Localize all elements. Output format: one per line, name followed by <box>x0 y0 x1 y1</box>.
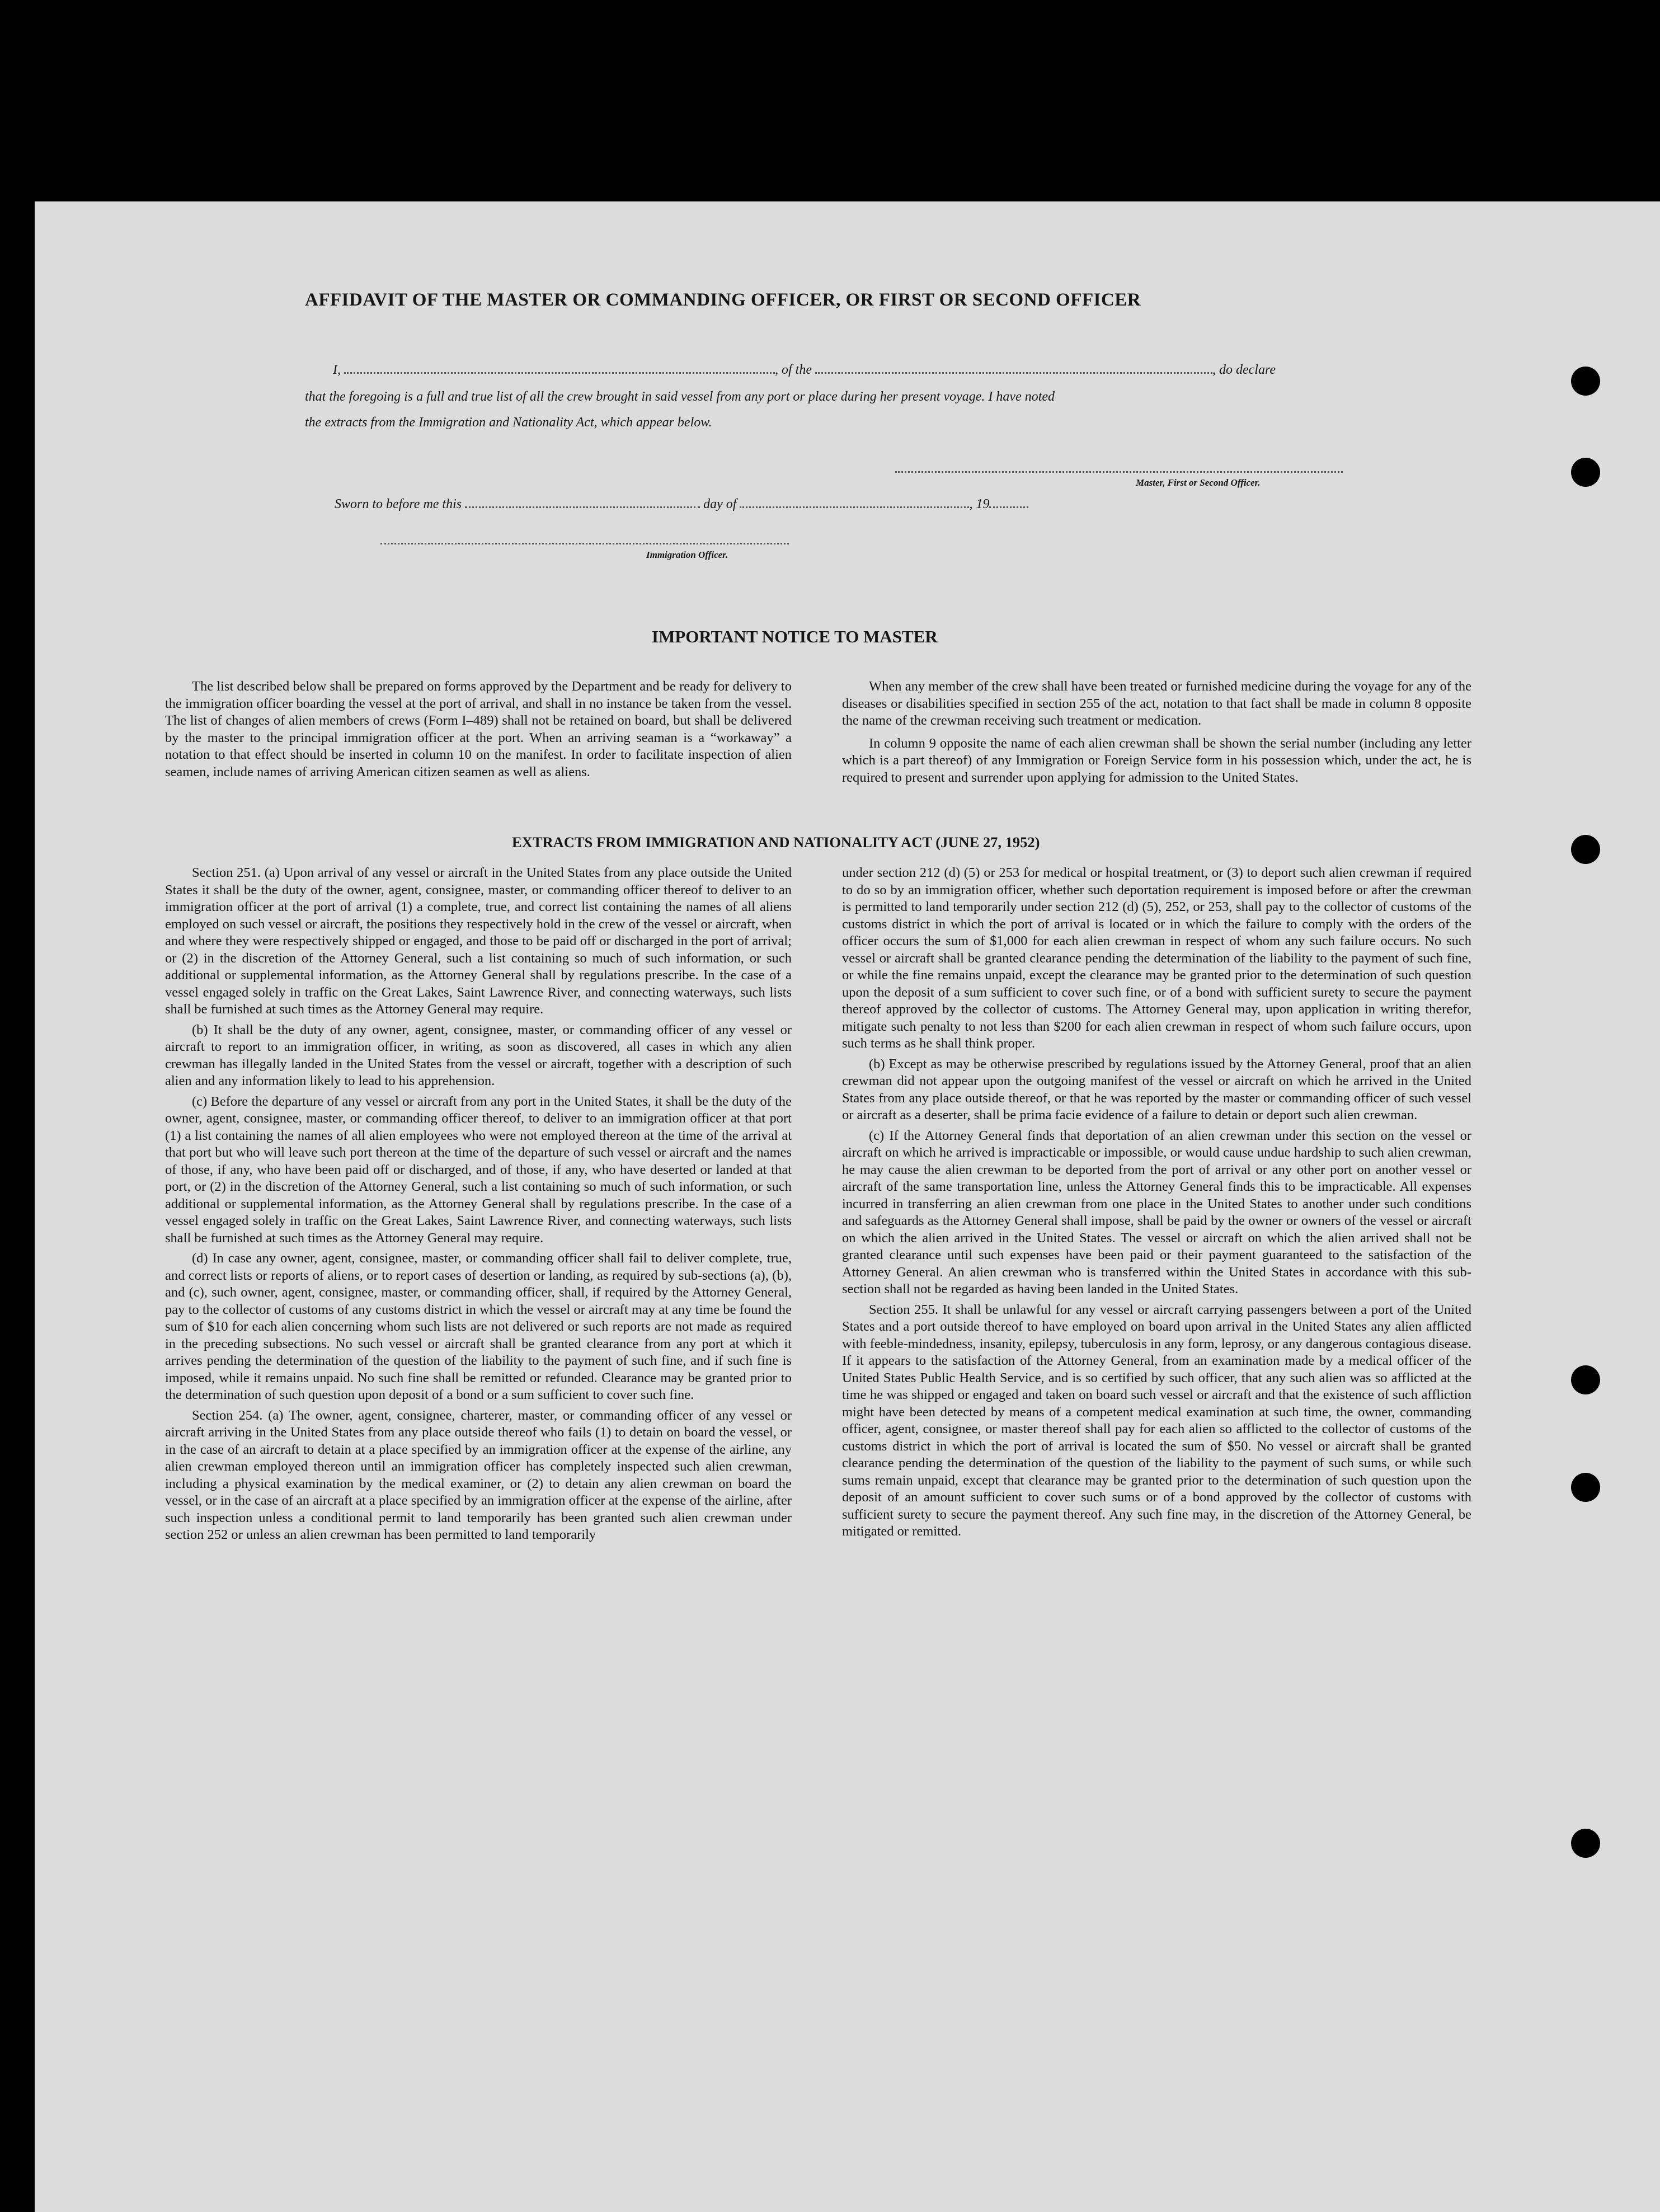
notice-right-column <box>842 678 1471 790</box>
vessel-name-field[interactable] <box>815 363 1212 374</box>
punch-hole <box>1571 1829 1600 1858</box>
section-paragraph: (c) Before the departure of any vessel or aircraft from any port in the United States, it shall be the duty of the owner, agent, consignee, master, or commanding officer thereof, to deliver to an immigration officer at that port (1) a list containing the names of all alien employees who were not employed thereon at the time of the arrival at that port but who will leave such port thereon at the time of the departure of such vessel or aircraft and the names of those, if any, who have been paid off or discharged, and of those, if any, who have deserted or landed at that port, or (2) in the discretion of the Attorney General, such a list containing so much of such information, or such additional or supplemental information, as the Attorney General shall by regulations prescribe. In the case of a vessel engaged solely in traffic on the Great Lakes, Saint Lawrence River, and connecting waterways, such lists shall be furnished at such times as the Attorney General may require. <box>165 1093 792 1246</box>
notice-heading: IMPORTANT NOTICE TO MASTER <box>652 627 938 646</box>
notice-right-paragraph: When any member of the crew shall have been treated or furnished medicine during the voyage for any of the diseases or disabilities specified in section 255 of the act, notation to that fact shall be made in column 8 opposite the name of the crewman receiving such treatment or medication. <box>842 679 1471 728</box>
declaration-text-line-2: that the foregoing is a full and true list of all the crew brought in said vessel from any port or place during her present voyage. I have noted <box>305 389 1055 404</box>
declare-label: , do declare <box>1212 363 1276 377</box>
section-paragraph: Section 251. (a) Upon arrival of any vessel or aircraft in the United States from any place outside the United States it shall be the duty of the owner, agent, consignee, master, or commanding officer thereof to deliver to an immigration officer at the port of arrival (1) a complete, true, and correct list containing the names of all aliens employed on such vessel or aircraft, the positions they respectively hold in the crew of the vessel or aircraft, when and where they were respectively shipped or engaged, and those to be paid off or discharged in the port of arrival; or (2) in the discretion of the Attorney General, such a list containing so much of such information, or such additional or supplemental information, as the Attorney General shall by regulations prescribe. In the case of a vessel engaged solely in traffic on the Great Lakes, Saint Lawrence River, and connecting waterways, such lists shall be furnished at such times as the Attorney General may require. <box>165 865 792 1017</box>
extracts-heading: EXTRACTS FROM IMMIGRATION AND NATIONALITY ACT (JUNE 27, 1952) <box>512 834 1040 851</box>
notice-left-column <box>165 678 792 784</box>
section-paragraph: (c) If the Attorney General finds that deportation of an alien crewman under this section on the vessel or aircraft on which he arrived is impracticable or impossible, or would cause undue hardship to such alien crewman, he may cause the alien crewman to be deported from the port of arrival or any other port on another vessel or aircraft of the same transportation line, unless the Attorney General finds this to be impracticable. All expenses incurred in transferring an alien crewman from one place in the United States to another under such conditions and safeguards as the Attorney General shall impose, shall be paid by the owner or owners of the vessel or aircraft on which the alien arrived in the United States. The vessel or aircraft on which the alien arrived shall not be granted clearance until such expenses have been paid or their payment guaranteed to the satisfaction of the Attorney General. An alien crewman who is transferred within the United States in accordance with this sub-section shall not be regarded as having been landed in the United States. <box>842 1128 1471 1297</box>
punch-hole <box>1571 458 1600 487</box>
declarant-prefix: I, <box>333 363 341 377</box>
sworn-month-field[interactable] <box>740 497 969 508</box>
officer-signature-line[interactable] <box>380 543 789 544</box>
master-name-field[interactable] <box>344 363 775 374</box>
master-signature-line[interactable] <box>895 471 1343 473</box>
section-paragraph: Section 254. (a) The owner, agent, consignee, charterer, master, or commanding officer of any vessel or aircraft arriving in the United States from any place outside thereof who fails (1) to detain on board the vessel, or in the case of an aircraft to detain at a place specified by an immigration officer at the expense of the airline, any alien crewman employed thereon until an immigration officer has completely inspected such alien crewman, including a physical examination by the medical examiner, or (2) to detain any alien crewman on board the vessel, or in the case of an aircraft at a place specified by an immigration officer at the expense of the airline, after such inspection unless a conditional permit to land temporarily has been granted such alien crewman under section 252 or unless an alien crewman has been permitted to land temporarily <box>165 1407 792 1542</box>
punch-hole <box>1571 835 1600 864</box>
punch-hole <box>1571 367 1600 396</box>
notice-right-paragraph: In column 9 opposite the name of each alien crewman shall be shown the serial number (including any letter which is a part thereof) of any Immigration or Foreign Service form in his possession which, under the act, he is required to present and surrender upon applying for admission to the United States. <box>842 735 1471 785</box>
sworn-line <box>335 497 1118 512</box>
section-paragraph: under section 212 (d) (5) or 253 for medical or hospital treatment, or (3) to deport such alien crewman if required to do so by an immigration officer, whether such deportation requirement is imposed before or after the crewman is permitted to land temporarily under section 212 (d) (5), 252, or 253, shall pay to the collector of customs of the customs district in which the port of arrival is located or in which the failure to comply with the orders of the officer occurs the sum of $1,000 for each alien crewman in respect of whom any such failure occurs. No such vessel or aircraft shall be granted clearance pending the determination of the liability to the payment of such fine, or while the fine remains unpaid, except the clearance may be granted prior to the determination of such question upon the deposit of a sum sufficient to cover such fine, or of a bond with sufficient surety to secure the payment thereof approved by the collector of customs. The Attorney General may, upon application in writing therefor, mitigate such penalty to not less than $200 for each alien crewman in respect of whom such failure occurs, upon such terms as he shall think proper. <box>842 865 1471 1051</box>
section-paragraph: (b) It shall be the duty of any owner, agent, consignee, master, or commanding officer of any vessel or aircraft to report to an immigration officer, in writing, as soon as discovered, all cases in which any alien crewman has illegally landed in the United States from the vessel or aircraft, together with a description of such alien and any information likely to lead to his apprehension. <box>165 1022 792 1088</box>
extracts-left-column <box>165 865 792 1547</box>
master-signature-label: Master, First or Second Officer. <box>1136 477 1261 488</box>
section-paragraph: (b) Except as may be otherwise prescribed by regulations issued by the Attorney General, proof that an alien crewman did not appear upon the outgoing manifest of the vessel or aircraft on which he arrived in the United States from any place outside thereof, or that he was reported by the master or commanding officer of such vessel or aircraft as a deserter, shall be prima facie evidence of a failure to detain or deport such alien crewman. <box>842 1056 1471 1123</box>
sworn-label: Sworn to before me this <box>335 497 462 511</box>
day-of-label: day of <box>703 497 737 511</box>
affidavit-title: AFFIDAVIT OF THE MASTER OR COMMANDING OFFICER, OR FIRST OR SECOND OFFICER <box>305 290 1141 310</box>
declaration-line <box>333 363 1346 378</box>
punch-hole <box>1571 1365 1600 1394</box>
extracts-right-column <box>842 865 1471 1544</box>
sworn-day-field[interactable] <box>465 497 700 508</box>
of-the-label: , of the <box>775 363 812 377</box>
notice-left-paragraph: The list described below shall be prepared on forms approved by the Department and be ready for delivery to the immigration officer boarding the vessel at the port of arrival, and shall in no instance be taken from the vessel. The list of changes of alien members of crews (Form I–489) shall not be retained on board, but shall be delivered by the master to the principal immigration officer at the port. When an arriving seaman is a “workaway” a notation to that effect should be inserted in column 10 on the manifest. In order to facilitate inspection of alien seamen, include names of arriving American citizen seamen as well as aliens. <box>165 679 792 779</box>
year-label: , 19 <box>969 497 990 511</box>
officer-signature-label: Immigration Officer. <box>646 550 728 560</box>
section-paragraph: Section 255. It shall be unlawful for any vessel or aircraft carrying passengers between a port of the United States and a port outside thereof to have employed on board upon arrival in the United States any alien afflicted with feeble-mindedness, insanity, epilepsy, tuberculosis in any form, leprosy, or any dangerous contagious disease. If it appears to the satisfaction of the Attorney General, from an examination made by a medical officer of the United States Public Health Service, and is so certified by such officer, that any such alien was so afflicted at the time he was shipped or engaged and taken on board such vessel or aircraft and that the existence of such affliction might have been detected by means of a competent medical examination at such time, the owner, commanding officer, agent, consignee, or master thereof shall pay for each alien so afflicted to the collector of customs of the customs district in which the port of arrival is located the sum of $50. No vessel or aircraft shall be granted clearance pending the determination of the question of the liability to the payment of such sums, or while such sums remain unpaid, except that clearance may be granted prior to the determination of such question upon the deposit of an amount sufficient to cover such sums or of a bond approved by the collector of customs with sufficient surety to secure the payment thereof. Any such fine may, in the discretion of the Attorney General, be mitigated or remitted. <box>842 1302 1471 1539</box>
section-paragraph: (d) In case any owner, agent, consignee, master, or commanding officer shall fail to deliver complete, true, and correct lists or reports of aliens, or to report cases of desertion or landing, as required by sub-sections (a), (b), and (c), such owner, agent, consignee, master, or commanding officer, shall, if required by the Attorney General, pay to the collector of customs of any customs district in which the vessel or aircraft may at any time be found the sum of $10 for each alien concerning whom such lists are not delivered or such reports are not made as required in the preceding subsections. No such vessel or aircraft shall be granted clearance from any port at which it arrives pending the determination of the question of the liability to the payment of such fine, and if such fine is imposed, while it remains unpaid. No such fine shall be remitted or refunded. Clearance may be granted prior to the determination of such question upon deposit of a bond or a sum sufficient to cover such fine. <box>165 1251 792 1402</box>
punch-hole <box>1571 1473 1600 1502</box>
sworn-year-field[interactable] <box>989 497 1028 508</box>
declaration-text-line-3: the extracts from the Immigration and Nationality Act, which appear below. <box>305 415 712 430</box>
